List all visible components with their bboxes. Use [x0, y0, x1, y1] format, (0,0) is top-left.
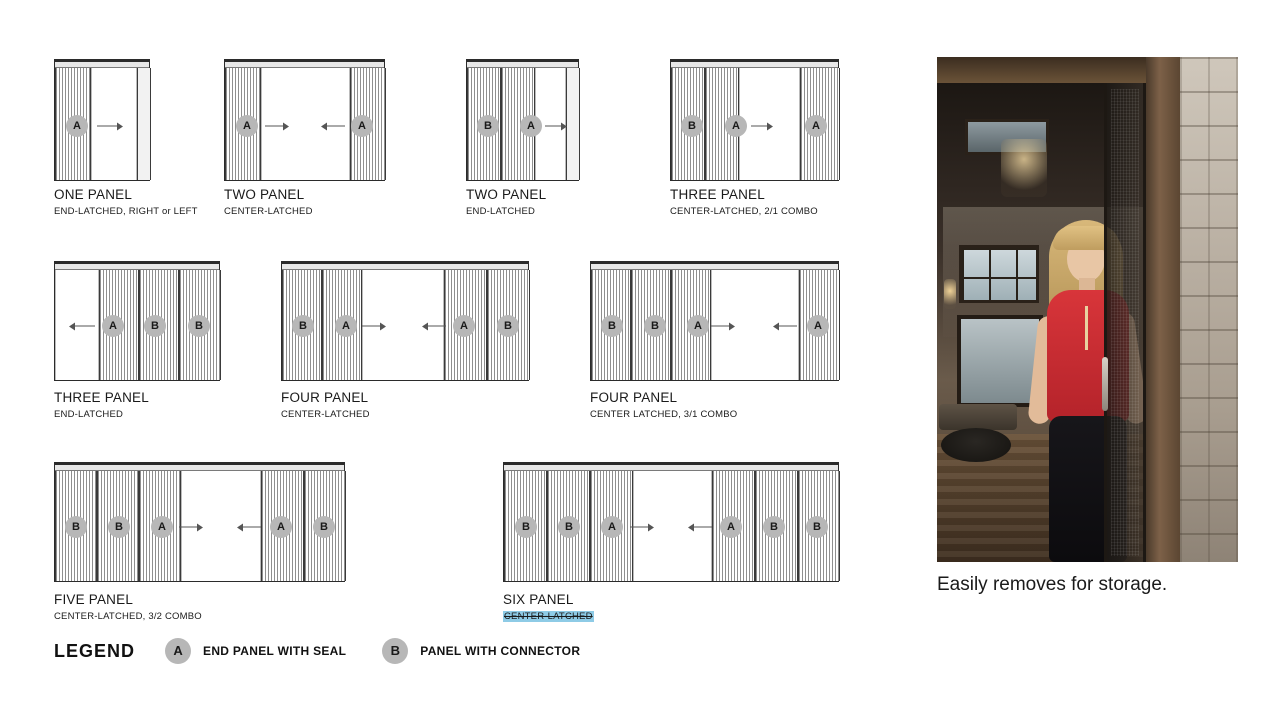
badge-A: A [725, 115, 747, 137]
badge-B: B [188, 315, 210, 337]
badge-A: A [805, 115, 827, 137]
photo-sofa [939, 404, 1017, 430]
product-photo [937, 57, 1238, 562]
config-five-panel-center-latched-32 [54, 462, 354, 622]
config-subtitle: CENTER-LATCHED [224, 206, 313, 217]
photo-chandelier [1001, 139, 1047, 197]
config-three-panel-end-latched [54, 261, 274, 420]
config-subtitle: CENTER-LATCHED, 2/1 COMBO [670, 206, 818, 217]
config-title: FOUR PANEL [281, 390, 369, 405]
photo-retractable-screen [1104, 83, 1146, 562]
badge-A: A [270, 516, 292, 538]
legend-badge-b: B [382, 638, 408, 664]
legend [54, 636, 616, 666]
badge-A: A [151, 516, 173, 538]
badge-A: A [520, 115, 542, 137]
config-four-panel-center-latched-31 [590, 261, 850, 420]
badge-A: A [351, 115, 373, 137]
config-subtitle: END-LATCHED [466, 206, 536, 217]
config-three-panel-center-latched [670, 59, 900, 217]
photo-stone-wall [1180, 57, 1238, 562]
legend-label-a: END PANEL WITH SEAL [203, 644, 347, 658]
badge-A: A [601, 516, 623, 538]
motion-arrow-right [362, 323, 386, 330]
config-subtitle: END-LATCHED, RIGHT or LEFT [54, 206, 198, 217]
motion-arrow-left [688, 524, 712, 531]
motion-arrow-right [265, 123, 289, 130]
photo-coffee-table [941, 428, 1011, 462]
motion-arrow-left [321, 123, 345, 130]
badge-A: A [720, 516, 742, 538]
photo-door-jamb [1146, 57, 1180, 562]
badge-B: B [601, 315, 623, 337]
photo-wall-sconce [944, 279, 956, 309]
motion-arrow-right [630, 524, 654, 531]
photo-door-header [937, 57, 1180, 83]
door-frame [466, 59, 579, 181]
door-frame [590, 261, 839, 381]
config-subtitle: CENTER-LATCHED, 3/2 COMBO [54, 611, 202, 622]
door-frame [670, 59, 839, 181]
motion-arrow-right [545, 123, 567, 130]
motion-arrow-left [422, 323, 446, 330]
motion-arrow-left [773, 323, 797, 330]
badge-A: A [236, 115, 258, 137]
motion-arrow-right [711, 323, 735, 330]
door-frame [54, 462, 345, 582]
badge-B: B [763, 516, 785, 538]
badge-B: B [108, 516, 130, 538]
photo-screen-handle [1102, 357, 1108, 411]
badge-B: B [806, 516, 828, 538]
config-subtitle: CENTER LATCHED, 3/1 COMBO [590, 409, 738, 420]
badge-A: A [687, 315, 709, 337]
badge-A: A [335, 315, 357, 337]
config-title: THREE PANEL [54, 390, 149, 405]
badge-B: B [144, 315, 166, 337]
motion-arrow-left [237, 524, 261, 531]
jamb-panel [566, 68, 580, 180]
badge-B: B [477, 115, 499, 137]
motion-arrow-right [751, 123, 773, 130]
legend-item-a [165, 638, 346, 664]
config-title: ONE PANEL [54, 187, 133, 202]
badge-A: A [66, 115, 88, 137]
config-title: TWO PANEL [224, 187, 305, 202]
badge-B: B [65, 516, 87, 538]
config-subtitle: CENTER-LATCHED [281, 409, 370, 420]
config-title: FIVE PANEL [54, 592, 134, 607]
config-subtitle: CENTER-LATCHED [504, 611, 593, 622]
door-frame [54, 59, 150, 181]
config-one-panel [54, 59, 204, 217]
config-four-panel-center-latched [281, 261, 541, 420]
badge-B: B [515, 516, 537, 538]
door-frame [224, 59, 385, 181]
legend-item-b [382, 638, 580, 664]
legend-badge-a: A [165, 638, 191, 664]
badge-B: B [558, 516, 580, 538]
photo-caption: Easily removes for storage. [937, 574, 1168, 595]
motion-arrow-left [69, 323, 95, 330]
config-two-panel-end-latched [466, 59, 666, 217]
badge-B: B [681, 115, 703, 137]
badge-A: A [453, 315, 475, 337]
badge-B: B [497, 315, 519, 337]
config-six-panel-center-latched [503, 462, 843, 622]
config-title: FOUR PANEL [590, 390, 678, 405]
legend-title: LEGEND [54, 640, 136, 661]
config-title: SIX PANEL [503, 592, 574, 607]
config-title: TWO PANEL [466, 187, 547, 202]
badge-B: B [644, 315, 666, 337]
config-two-panel-center-latched [224, 59, 424, 217]
config-title: THREE PANEL [670, 187, 765, 202]
legend-label-b: PANEL WITH CONNECTOR [420, 644, 581, 658]
door-frame [54, 261, 220, 381]
badge-A: A [102, 315, 124, 337]
door-frame [281, 261, 529, 381]
badge-B: B [292, 315, 314, 337]
config-subtitle: END-LATCHED [54, 409, 124, 420]
jamb-panel [137, 68, 151, 180]
motion-arrow-right [179, 524, 203, 531]
badge-B: B [313, 516, 335, 538]
door-frame [503, 462, 839, 582]
motion-arrow-right [97, 123, 123, 130]
photo-person-zipper [1085, 306, 1088, 350]
badge-A: A [807, 315, 829, 337]
